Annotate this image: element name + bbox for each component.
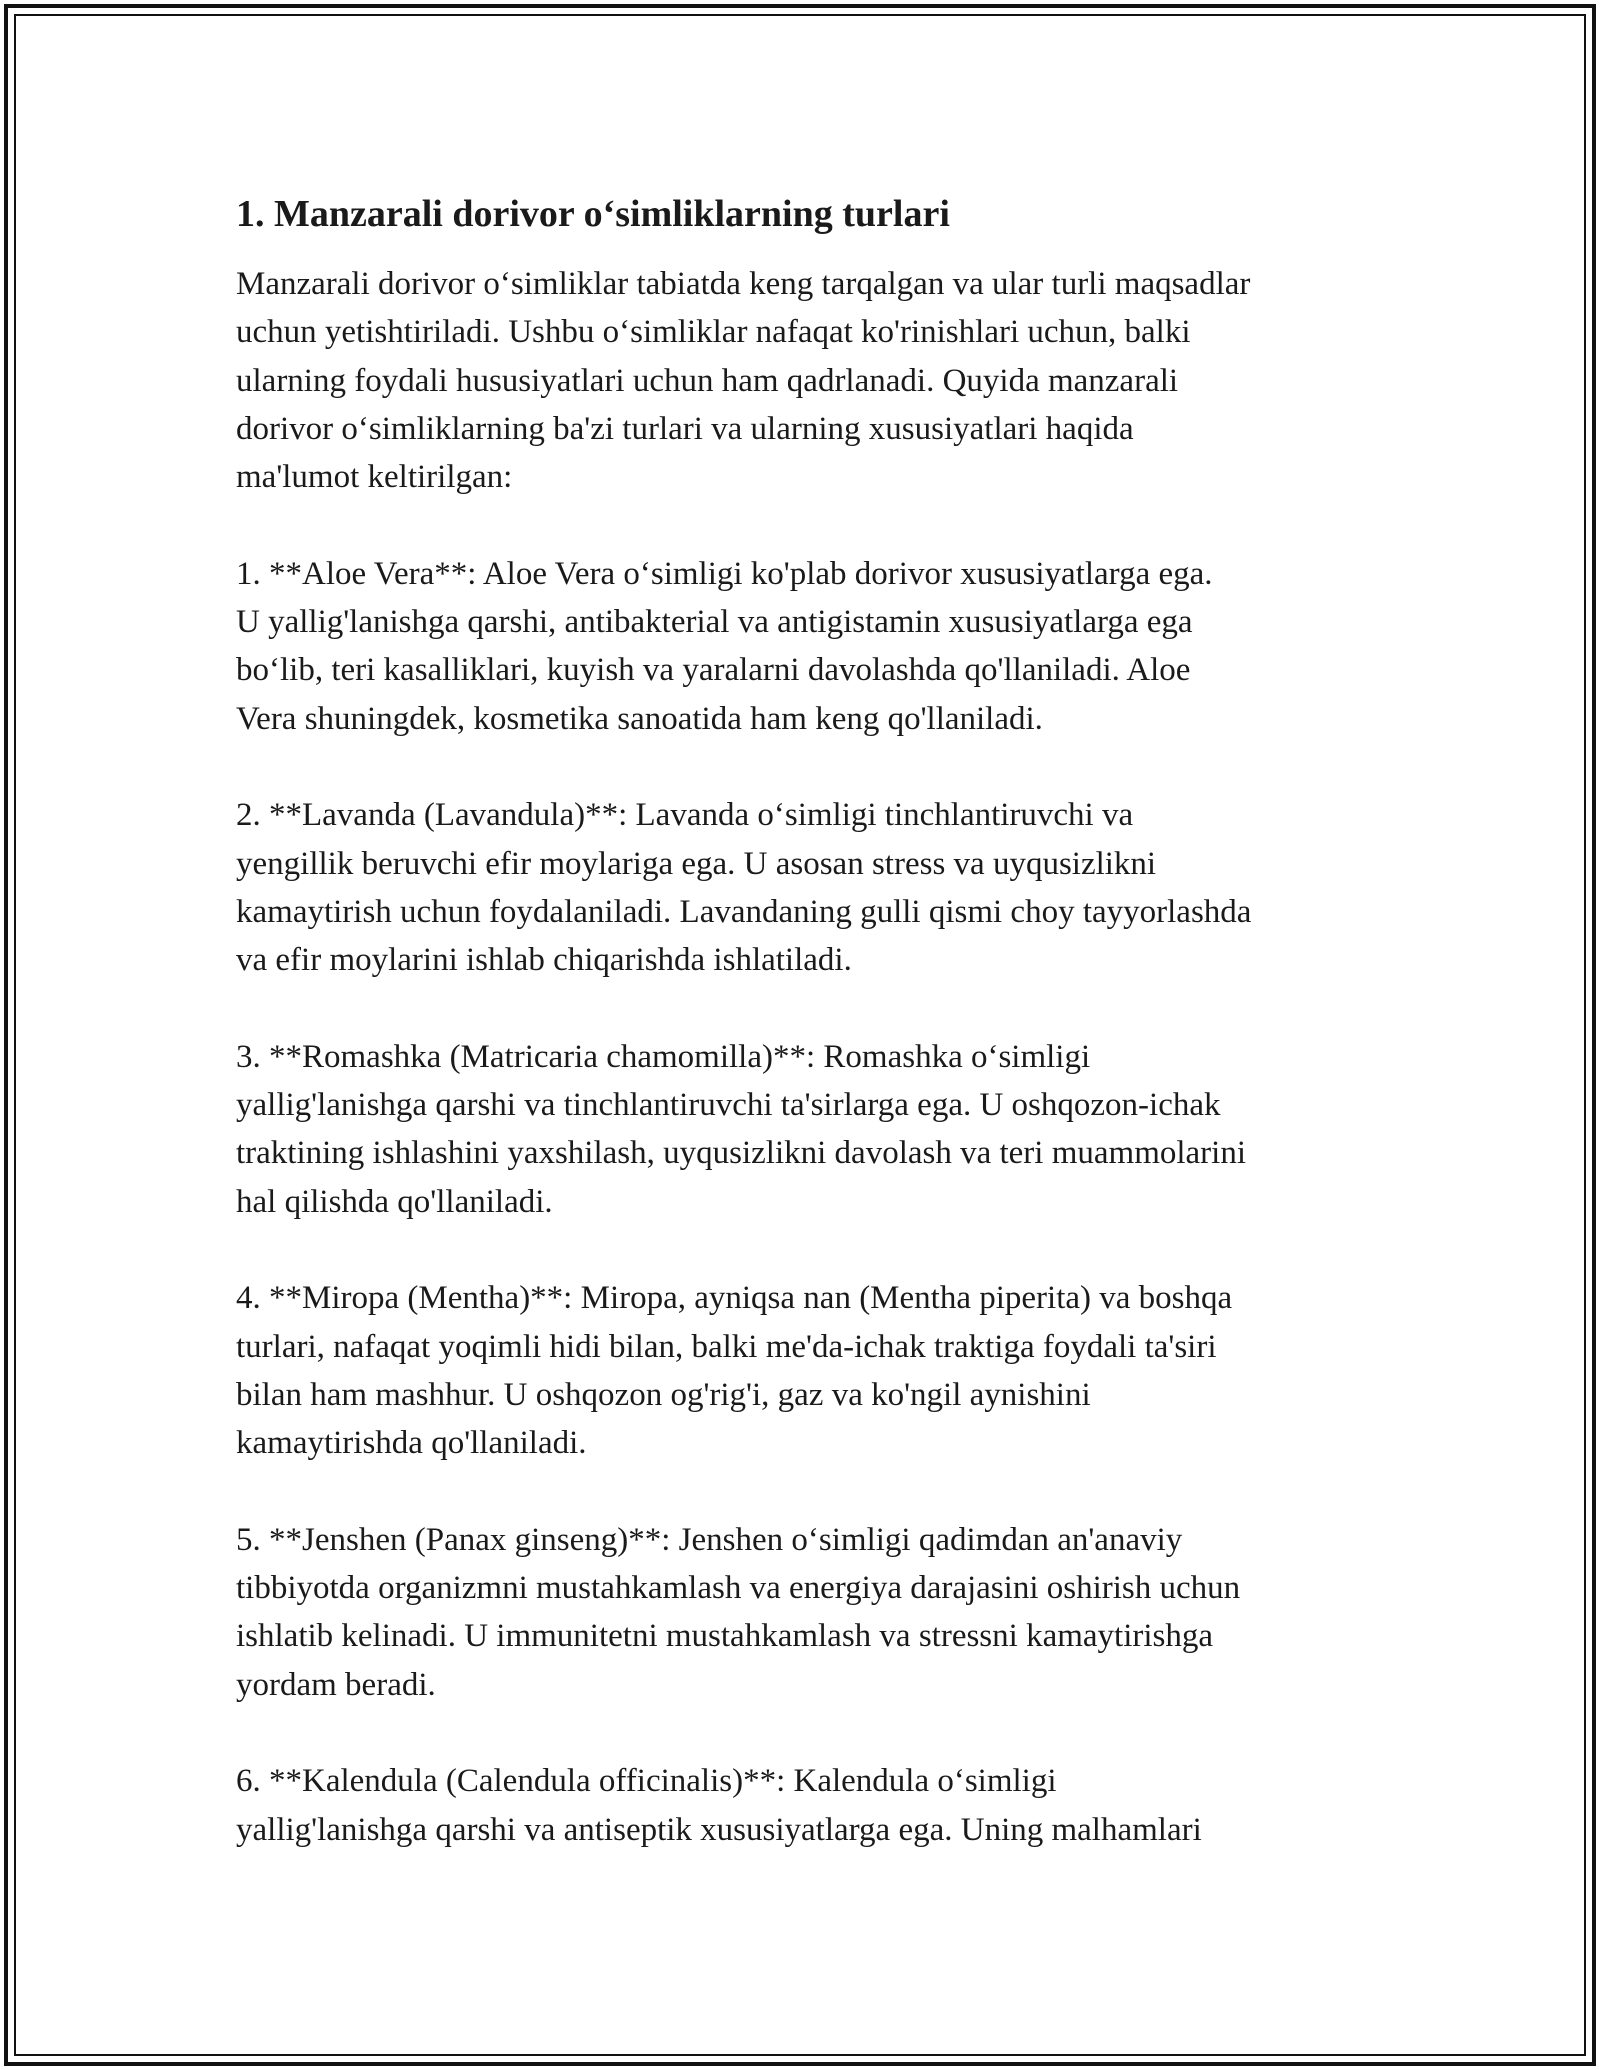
text-line: yengillik beruvchi efir moylariga ega. U asosan stress va uyqusizlikni <box>236 845 1157 882</box>
text-line: turlari, nafaqat yoqimli hidi bilan, balki me'da-ichak traktiga foydali ta'siri <box>236 1328 1217 1365</box>
text-line: Manzarali dorivor o‘simliklar tabiatda keng tarqalgan va ular turli maqsadlar <box>236 266 1251 302</box>
text-line: U yallig'lanishga qarshi, antibakterial va antigistamin xususiyatlarga ega <box>236 604 1193 641</box>
text-line: traktining ishlashini yaxshilash, uyqusizlikni davolash va teri muammolarini <box>236 1135 1247 1172</box>
list-item-romashka <box>236 1033 1376 1226</box>
text-line: dorivor o‘simliklarning ba'zi turlari va ularning xususiyatlari haqida <box>236 410 1134 447</box>
text-line: bo‘lib, teri kasalliklari, kuyish va yaralarni davolashda qo'llaniladi. Aloe <box>236 652 1191 689</box>
text-line: 6. **Kalendula (Calendula officinalis)**: Kalendula o‘simligi <box>236 1763 1057 1800</box>
text-line: 1. **Aloe Vera**: Aloe Vera o‘simligi ko'plab dorivor xususiyatlarga ega. <box>236 555 1213 592</box>
text-line: ishlatib kelinadi. U immunitetni mustahkamlash va stressni kamaytirishga <box>236 1618 1214 1655</box>
text-line: 3. **Romashka (Matricaria chamomilla)**: Romashka o‘simligi <box>236 1038 1091 1075</box>
text-line: 4. **Miropa (Mentha)**: Miropa, ayniqsa nan (Mentha piperita) va boshqa <box>236 1280 1233 1317</box>
list-item-jenshen <box>236 1516 1376 1709</box>
text-line: yordam beradi. <box>236 1666 436 1703</box>
text-line: yallig'lanishga qarshi va antiseptik xususiyatlarga ega. Uning malhamlari <box>236 1811 1202 1848</box>
text-line: va efir moylarini ishlab chiqarishda ishlatiladi. <box>236 942 852 979</box>
text-line: 2. **Lavanda (Lavandula)**: Lavanda o‘simligi tinchlantiruvchi va <box>236 797 1134 834</box>
text-line: kamaytirishda qo'llaniladi. <box>236 1425 587 1462</box>
text-line: tibbiyotda organizmni mustahkamlash va energiya darajasini oshirish uchun <box>236 1570 1241 1607</box>
list-item-miropa <box>236 1274 1376 1467</box>
text-line: ularning foydali hususiyatlari uchun ham qadrlanadi. Quyida manzarali <box>236 362 1179 399</box>
text-line: bilan ham mashhur. U oshqozon og'rig'i, gaz va ko'ngil aynishini <box>236 1376 1091 1413</box>
text-line: kamaytirish uchun foydalaniladi. Lavandaning gulli qismi choy tayyorlashda <box>236 893 1252 930</box>
text-line: 5. **Jenshen (Panax ginseng)**: Jenshen o‘simligi qadimdan an'anaviy <box>236 1521 1183 1558</box>
text-line: hal qilishda qo'llaniladi. <box>236 1183 553 1220</box>
text-line: uchun yetishtiriladi. Ushbu o‘simliklar nafaqat ko'rinishlari uchun, balki <box>236 314 1191 351</box>
intro-paragraph <box>236 260 1376 501</box>
text-line: Vera shuningdek, kosmetika sanoatida ham keng qo'llaniladi. <box>236 700 1043 737</box>
text-line: yallig'lanishga qarshi va tinchlantiruvchi ta'sirlarga ega. U oshqozon-ichak <box>236 1087 1221 1124</box>
list-item-aloe-vera <box>236 550 1376 743</box>
list-item-lavanda <box>236 791 1376 984</box>
list-item-kalendula <box>236 1757 1376 1854</box>
section-heading: 1. Manzarali dorivor o‘simliklarning turlari <box>236 193 950 235</box>
document-body <box>236 188 1376 1902</box>
text-line: ma'lumot keltirilgan: <box>236 459 513 496</box>
